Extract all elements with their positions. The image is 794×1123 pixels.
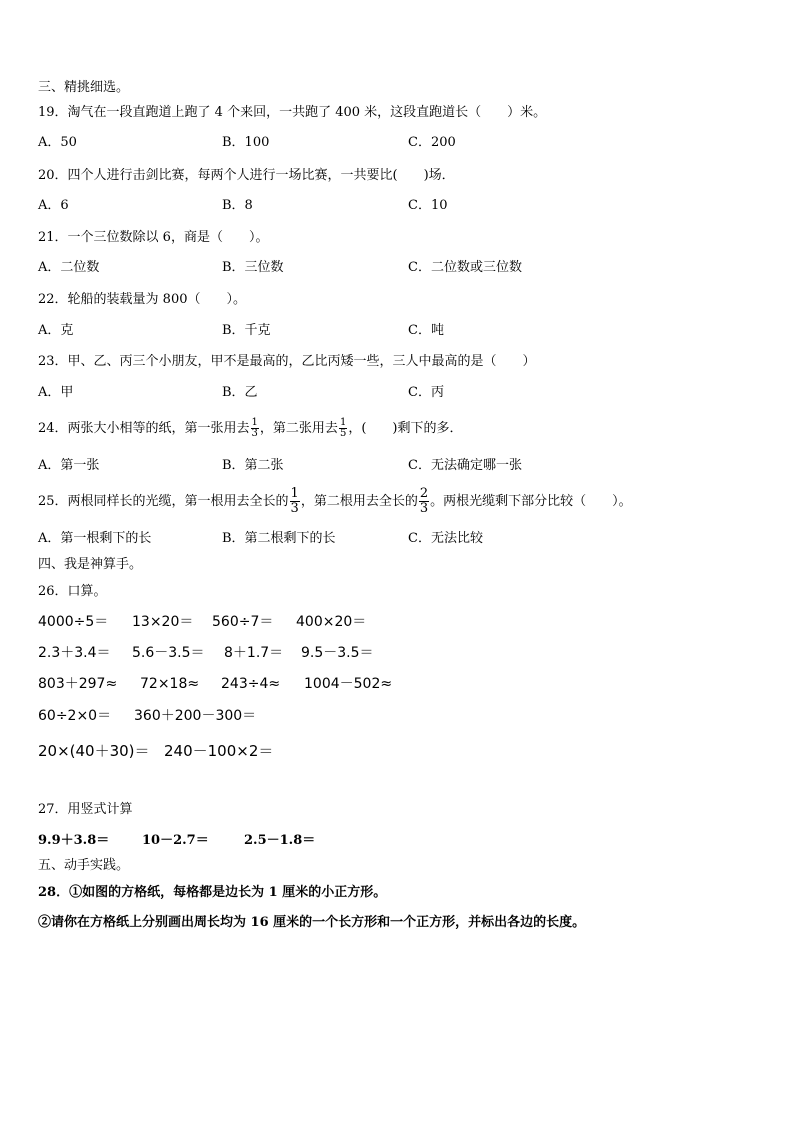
- question-25-text-2: ，第二根用去全长的: [300, 494, 418, 509]
- expression: 1004－502≈: [304, 676, 393, 692]
- question-24-text-2: ，第二张用去: [259, 421, 338, 436]
- section-5-heading: 五、动手实践。: [38, 858, 130, 873]
- question-28-part-1: 28．①如图的方格纸，每格都是边长为 1 厘米的小正方形。: [38, 885, 387, 900]
- expression: 20×(40＋30)＝: [38, 742, 150, 760]
- option-b: B．三位数: [222, 260, 284, 275]
- expression: 560÷7＝: [212, 614, 274, 630]
- option-a: A．第一根剩下的长: [38, 531, 152, 546]
- mental-calc-row: [38, 675, 758, 695]
- expression: 5.6－3.5＝: [132, 645, 205, 661]
- question-25-text-1: 25．两根同样长的光缆，第一根用去全长的: [38, 494, 289, 509]
- option-b: B．乙: [222, 385, 258, 400]
- expression: 2.3＋3.4＝: [38, 645, 111, 661]
- fraction: $\frac{1}{5}$: [339, 417, 347, 439]
- question-22: 22．轮船的装载量为 800（ ）。: [38, 292, 246, 307]
- option-a: A．甲: [38, 385, 74, 400]
- question-21: 21．一个三位数除以 6，商是（ ）。: [38, 230, 269, 245]
- question-21-options: [38, 259, 758, 277]
- question-26: 26．口算。: [38, 584, 107, 599]
- expression: 8＋1.7＝: [224, 645, 284, 661]
- expression: 4000÷5＝: [38, 614, 109, 630]
- mental-calc-row: [38, 644, 758, 664]
- question-20: 20．四个人进行击剑比赛，每两个人进行一场比赛，一共要比( )场．: [38, 168, 455, 183]
- option-a: A．6: [38, 198, 69, 213]
- option-a: A．二位数: [38, 260, 100, 275]
- vertical-calc-row: [38, 832, 758, 850]
- question-22-options: [38, 322, 758, 340]
- fraction: $\frac{1}{3}$: [290, 486, 299, 516]
- option-c: C．二位数或三位数: [408, 260, 522, 275]
- expression: 400×20＝: [296, 614, 367, 630]
- question-24: [38, 417, 462, 441]
- question-23: 23．甲、乙、丙三个小朋友，甲不是最高的，乙比丙矮一些，三人中最高的是（ ）: [38, 354, 536, 369]
- mental-calc-row: [38, 707, 758, 727]
- expression: 60÷2×0＝: [38, 708, 112, 724]
- option-a: A．第一张: [38, 458, 100, 473]
- expression: 360＋200－300＝: [134, 708, 257, 724]
- mental-calc-row: [38, 613, 758, 633]
- option-c: C．吨: [408, 323, 444, 338]
- question-20-options: [38, 197, 758, 215]
- question-25-options: [38, 530, 758, 548]
- expression: 240－100×2＝: [164, 742, 274, 760]
- section-4-heading: 四、我是神算手。: [38, 557, 143, 572]
- option-c: C．丙: [408, 385, 444, 400]
- option-a: A．克: [38, 323, 74, 338]
- expression: 9.9＋3.8＝: [38, 833, 110, 848]
- option-a: A．50: [38, 135, 77, 150]
- option-c: C．10: [408, 198, 448, 213]
- option-b: B．第二根剩下的长: [222, 531, 336, 546]
- fraction: $\frac{2}{3}$: [419, 486, 429, 516]
- option-b: B．千克: [222, 323, 271, 338]
- expression: 243÷4≈: [221, 676, 281, 692]
- option-b: B．8: [222, 198, 253, 213]
- expression: 72×18≈: [140, 676, 200, 692]
- expression: 803＋297≈: [38, 676, 118, 692]
- question-24-text-1: 24．两张大小相等的纸，第一张用去: [38, 421, 250, 436]
- option-c: C．200: [408, 135, 456, 150]
- option-c: C．无法比较: [408, 531, 483, 546]
- question-27: 27．用竖式计算: [38, 802, 133, 817]
- expression: 10－2.7＝: [142, 833, 209, 848]
- question-24-options: [38, 457, 758, 475]
- expression: 2.5－1.8＝: [244, 833, 316, 848]
- mental-calc-row: [38, 742, 758, 762]
- question-25-text-3: 。两根光缆剩下部分比较（ ）。: [430, 494, 632, 509]
- expression: 13×20＝: [132, 614, 194, 630]
- section-3-heading: 三、精挑细选。: [38, 80, 130, 95]
- fraction: $\frac{1}{3}$: [251, 417, 258, 439]
- option-b: B．100: [222, 135, 270, 150]
- question-19-options: [38, 134, 758, 152]
- question-24-text-3: ，( )剩下的多．: [348, 421, 463, 436]
- question-19: 19．淘气在一段直跑道上跑了 4 个来回，一共跑了 400 米，这段直跑道长（ ）米。: [38, 105, 547, 120]
- question-25: [38, 486, 632, 518]
- option-b: B．第二张: [222, 458, 284, 473]
- question-28-part-2: ②请你在方格纸上分别画出周长均为 16 厘米的一个长方形和一个正方形，并标出各边的长度。: [38, 915, 586, 930]
- question-23-options: [38, 384, 758, 402]
- option-c: C．无法确定哪一张: [408, 458, 522, 473]
- expression: 9.5－3.5＝: [301, 645, 374, 661]
